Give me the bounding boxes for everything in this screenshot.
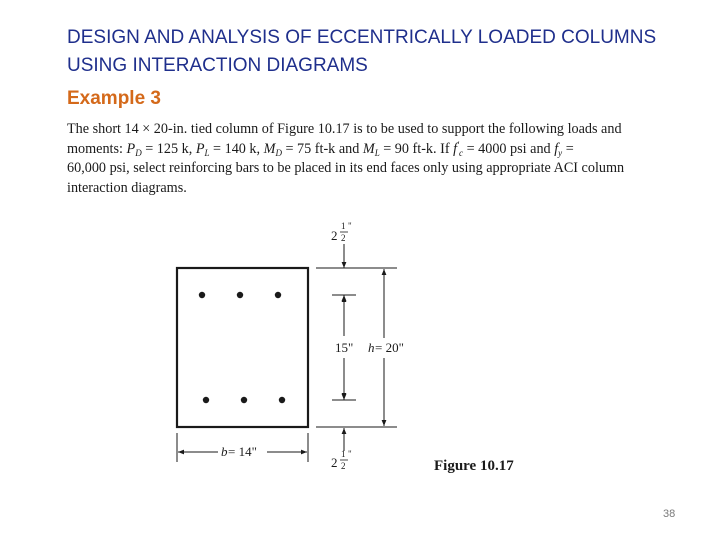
var-fy: f (554, 140, 559, 157)
dim-b-label-val: = 14" (228, 444, 257, 459)
sub-ml: L (374, 147, 380, 158)
figure-caption: Figure 10.17 (434, 458, 514, 474)
dim-bottom-label-unit: " (348, 449, 352, 459)
var-pl: P (195, 140, 205, 157)
rebar-top-middle (237, 292, 243, 298)
rebar-top-right (275, 292, 281, 298)
problem-text: = 4000 psi and (463, 140, 555, 157)
sub-pd: D (135, 147, 142, 158)
problem-text: = 75 ft-k and (281, 140, 363, 157)
sub-fy: y (558, 147, 563, 158)
reinforcing-bars (199, 292, 285, 403)
extension-lines (177, 268, 397, 462)
slide-title-line-2: USING INTERACTION DIAGRAMS (67, 55, 368, 76)
problem-text: = 140 k, (209, 140, 264, 157)
sup-fc: ′ (457, 139, 460, 150)
problem-text: = 90 ft-k. If (379, 140, 454, 157)
rebar-top-left (199, 292, 205, 298)
dim-b-label-var: b (221, 444, 228, 459)
dim-top-label-num: 1 (341, 221, 346, 231)
dim-top-label-whole: 2 (331, 228, 338, 243)
dim-inner-label: 15" (335, 340, 354, 355)
sub-fc: c (459, 147, 464, 158)
var-pd: P (126, 140, 136, 157)
dim-bottom-label-den: 2 (341, 461, 346, 471)
sub-md: D (275, 147, 282, 158)
dim-h-label-var: h (368, 340, 375, 355)
problem-text: = 125 k, (141, 140, 196, 157)
dim-h-label-val: = 20" (375, 340, 404, 355)
problem-line-3: 60,000 psi, select reinforcing bars to be placed in its end faces only using appropriate ACI column (67, 160, 625, 176)
rebar-bottom-right (279, 397, 285, 403)
problem-line-1: The short 14 × 20-in. tied column of Figure 10.17 is to be used to support the following loads and (67, 121, 622, 137)
var-md: M (263, 140, 276, 157)
column-outline (177, 268, 308, 427)
page-number: 38 (663, 508, 676, 520)
problem-text: = (562, 140, 574, 157)
sub-pl: L (204, 147, 210, 158)
var-ml: M (362, 140, 375, 157)
example-heading: Example 3 (67, 88, 161, 109)
dim-bottom-label-whole: 2 (331, 455, 338, 470)
rebar-bottom-middle (241, 397, 247, 403)
dim-bottom-label-num: 1 (341, 449, 346, 459)
dim-top-label-unit: " (348, 221, 352, 231)
slide-title-line-1: DESIGN AND ANALYSIS OF ECCENTRICALLY LOADED COLUMNS (67, 27, 657, 48)
problem-text: moments: (67, 140, 127, 157)
dim-top-label-den: 2 (341, 233, 346, 243)
var-fc: f (453, 140, 458, 157)
problem-line-4: interaction diagrams. (67, 179, 187, 196)
rebar-bottom-left (203, 397, 209, 403)
